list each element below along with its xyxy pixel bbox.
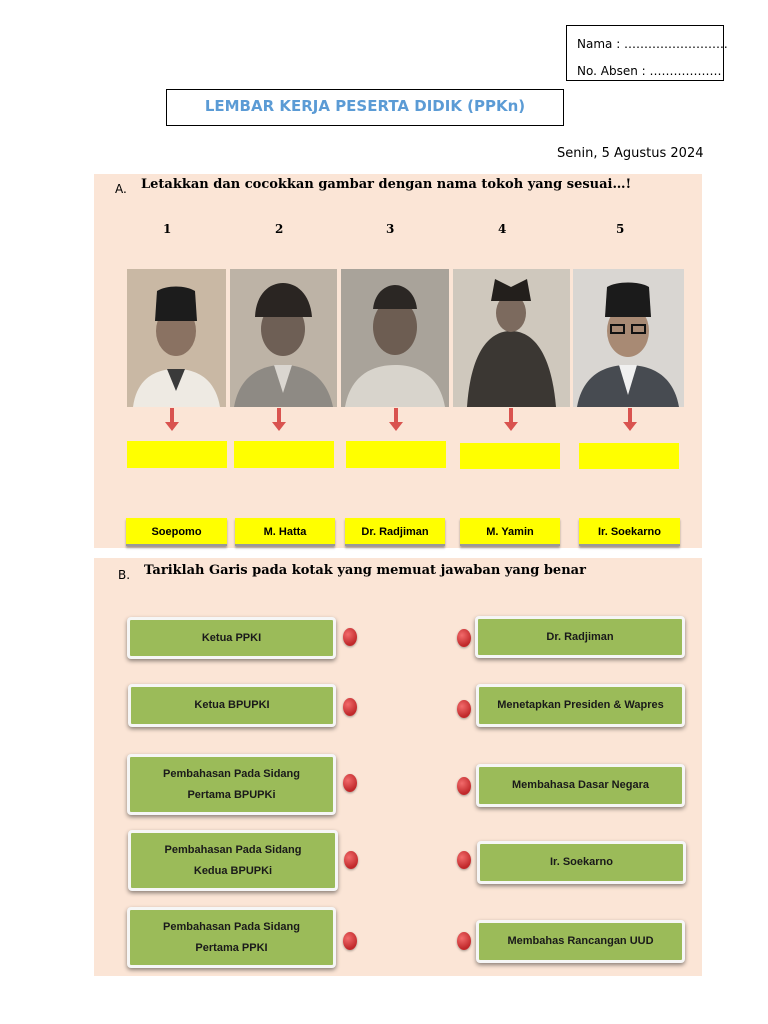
arrow-down-icon bbox=[164, 408, 180, 432]
right-connector-dot[interactable] bbox=[457, 700, 471, 718]
name-tile-4[interactable]: M. Yamin bbox=[460, 518, 560, 546]
right-item-5[interactable]: Membahas Rancangan UUD bbox=[476, 920, 685, 963]
portrait-photo-4 bbox=[453, 269, 570, 407]
photo-number-4: 4 bbox=[498, 222, 507, 236]
nama-field[interactable]: Nama : …………………….. bbox=[577, 37, 728, 51]
section-b-instruction: Tariklah Garis pada kotak yang memuat jawaban yang benar bbox=[144, 563, 586, 578]
left-item-2[interactable]: Ketua BPUPKI bbox=[128, 684, 336, 727]
right-item-3[interactable]: Membahasa Dasar Negara bbox=[476, 764, 685, 807]
left-item-1[interactable]: Ketua PPKI bbox=[127, 617, 336, 659]
answer-box-5[interactable] bbox=[579, 443, 679, 469]
date-label: Senin, 5 Agustus 2024 bbox=[557, 146, 704, 161]
photo-number-2: 2 bbox=[275, 222, 284, 236]
name-tile-1[interactable]: Soepomo bbox=[126, 518, 227, 546]
name-tile-5[interactable]: Ir. Soekarno bbox=[579, 518, 680, 546]
name-tile-3[interactable]: Dr. Radjiman bbox=[345, 518, 445, 546]
name-tile-2[interactable]: M. Hatta bbox=[235, 518, 335, 546]
section-b-letter: B. bbox=[118, 568, 131, 582]
portrait-photo-1 bbox=[127, 269, 226, 407]
right-item-2[interactable]: Menetapkan Presiden & Wapres bbox=[476, 684, 685, 727]
section-a-instruction: Letakkan dan cocokkan gambar dengan nama tokoh yang sesuai…! bbox=[141, 177, 632, 192]
left-item-5[interactable]: Pembahasan Pada Sidang Pertama PPKI bbox=[127, 907, 336, 968]
portrait-photo-5 bbox=[573, 269, 684, 407]
portrait-photo-3 bbox=[341, 269, 449, 407]
absen-field[interactable]: No. Absen : ……………… bbox=[577, 64, 722, 78]
arrow-down-icon bbox=[388, 408, 404, 432]
student-info-box bbox=[566, 25, 728, 81]
photo-number-1: 1 bbox=[163, 222, 172, 236]
right-connector-dot[interactable] bbox=[457, 777, 471, 795]
arrow-down-icon bbox=[503, 408, 519, 432]
answer-box-4[interactable] bbox=[460, 443, 560, 469]
arrow-down-icon bbox=[622, 408, 638, 432]
portrait-photo-2 bbox=[230, 269, 337, 407]
left-item-3[interactable]: Pembahasan Pada Sidang Pertama BPUPKi bbox=[127, 754, 336, 815]
right-connector-dot[interactable] bbox=[457, 629, 471, 647]
photo-number-3: 3 bbox=[386, 222, 395, 236]
right-item-1[interactable]: Dr. Radjiman bbox=[475, 616, 685, 658]
left-connector-dot[interactable] bbox=[343, 698, 357, 716]
left-connector-dot[interactable] bbox=[343, 932, 357, 950]
section-a-letter: A. bbox=[115, 182, 127, 196]
right-connector-dot[interactable] bbox=[457, 851, 471, 869]
answer-box-3[interactable] bbox=[346, 441, 446, 468]
page-title: LEMBAR KERJA PESERTA DIDIK (PPKn) bbox=[166, 89, 564, 126]
arrow-down-icon bbox=[271, 408, 287, 432]
left-connector-dot[interactable] bbox=[344, 851, 358, 869]
left-item-4[interactable]: Pembahasan Pada Sidang Kedua BPUPKi bbox=[128, 830, 338, 891]
photo-number-5: 5 bbox=[616, 222, 625, 236]
left-connector-dot[interactable] bbox=[343, 628, 357, 646]
answer-box-1[interactable] bbox=[127, 441, 227, 468]
right-connector-dot[interactable] bbox=[457, 932, 471, 950]
answer-box-2[interactable] bbox=[234, 441, 334, 468]
left-connector-dot[interactable] bbox=[343, 774, 357, 792]
right-item-4[interactable]: Ir. Soekarno bbox=[477, 841, 686, 884]
